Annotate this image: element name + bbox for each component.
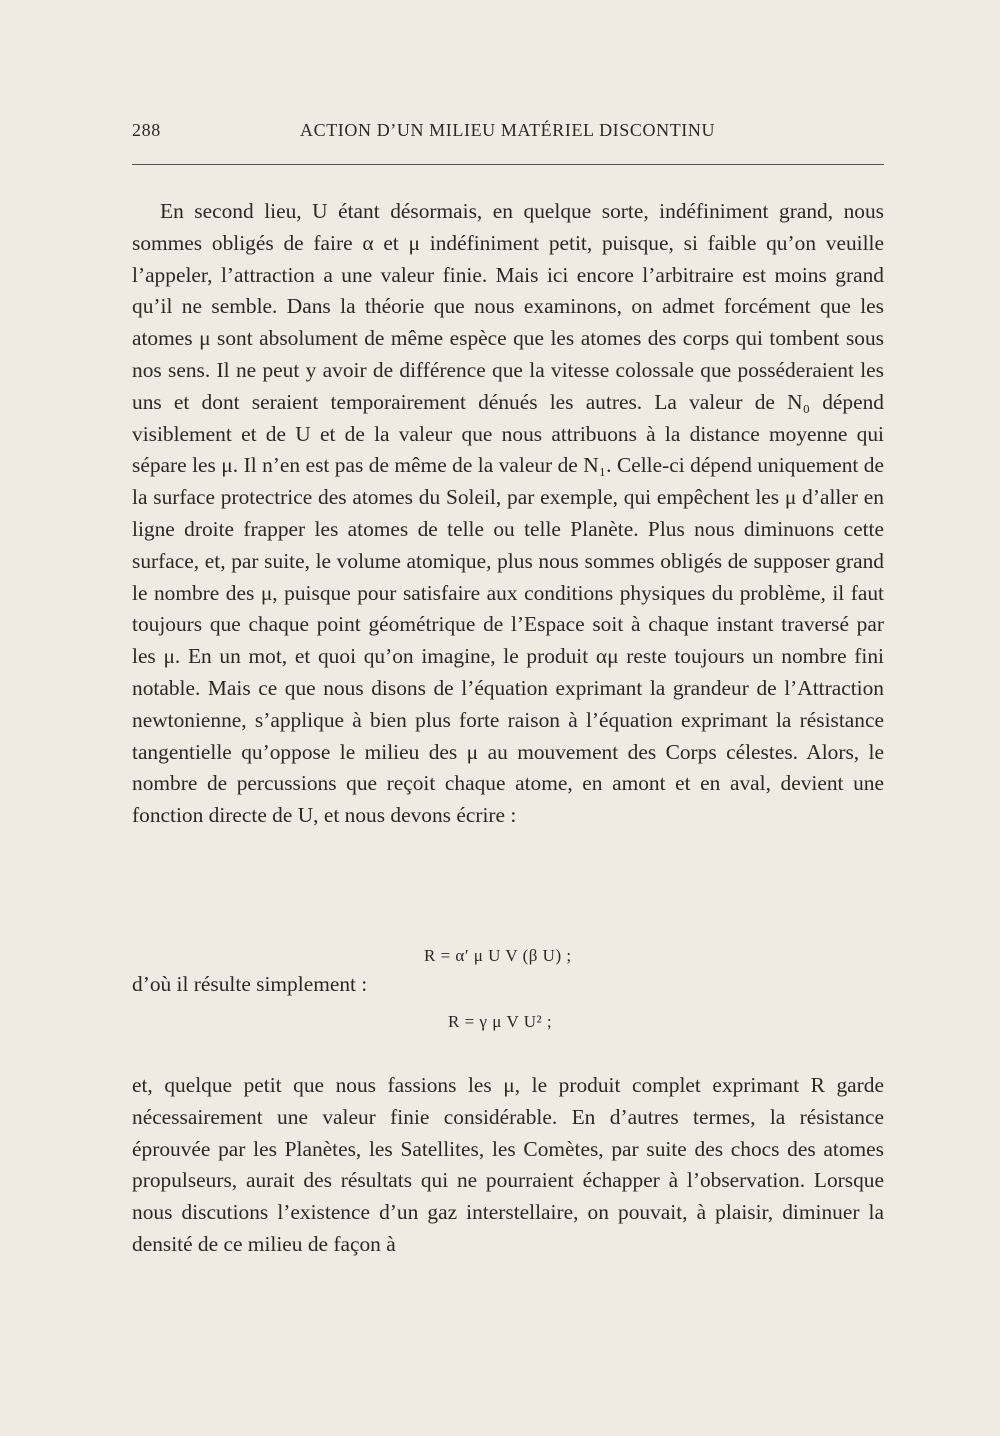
header-rule bbox=[132, 164, 884, 165]
equation-resistance-expanded: R = α′ μ U V (β U) ; bbox=[424, 946, 572, 965]
continuation-text: et, quelque petit que nous fassions les μ, le produit complet exprimant R garde nécessairement une valeur finie considérable. En d’autres termes, la résistance éprouvée par les Planètes, les Satellites, les Comètes, par suite des chocs des atomes propulseurs, aurait des résultats qui ne pourraient échapper à l’observation. Lorsque nous discutions l’existence d’un gaz interstellaire, on pouvait, à plaisir, diminuer la densité de ce milieu de façon à bbox=[132, 1073, 884, 1256]
result-line: d’où il résulte simplement : bbox=[132, 972, 368, 996]
paragraph-text: En second lieu, U étant désormais, en quelque sorte, indéfiniment grand, nous sommes obligés de faire α et μ indéfiniment petit, puisque, si faible qu’on veuille l’appeler, l’attraction a une valeur finie. Mais ici encore l’arbitraire est moins grand qu’il ne semble. Dans la théorie que nous examinons, on admet forcément que les atomes μ sont absolument de même espèce que les atomes des corps qui tombent sous nos sens. Il ne peut y avoir de différence que la vitesse colossale que posséderaient les uns et dont seraient temporairement dénués les autres. La valeur de N₀ dépend visiblement et de U et de la valeur que nous attribuons à la distance moyenne qui sépare les μ. Il n’en est pas de même de la valeur de N₁. Celle-ci dépend uniquement de la surface protectrice des atomes du Soleil, par exemple, qui empêchent les μ d’aller en ligne droite frapper les atomes de telle ou telle Planète. Plus nous diminuons cette surface, et, par suite, le volume atomique, plus nous sommes obligés de supposer grand le nombre des μ, puisque pour satisfaire aux conditions physiques du problème, il faut toujours que chaque point géométrique de l’Espace soit à chaque instant traversé par les μ. En un mot, et quoi qu’on imagine, le produit αμ reste toujours un nombre fini notable. Mais ce que nous disons de l’équation exprimant la grandeur de l’Attraction newtonienne, s’applique à bien plus forte raison à l’équation exprimant la résistance tangentielle qu’oppose le milieu des μ au mouvement des Corps célestes. Alors, le nombre de percussions que reçoit chaque atome, en amont et en aval, devient une fonction directe de U, et nous devons écrire : bbox=[132, 199, 884, 828]
page-header bbox=[132, 120, 882, 146]
page-number: 288 bbox=[132, 120, 161, 140]
main-paragraph bbox=[132, 196, 884, 832]
equation-resistance-simplified: R = γ μ V U² ; bbox=[448, 1012, 553, 1031]
continuation-paragraph bbox=[132, 1070, 884, 1261]
running-title: ACTION D’UN MILIEU MATÉRIEL DISCONTINU bbox=[300, 120, 716, 140]
